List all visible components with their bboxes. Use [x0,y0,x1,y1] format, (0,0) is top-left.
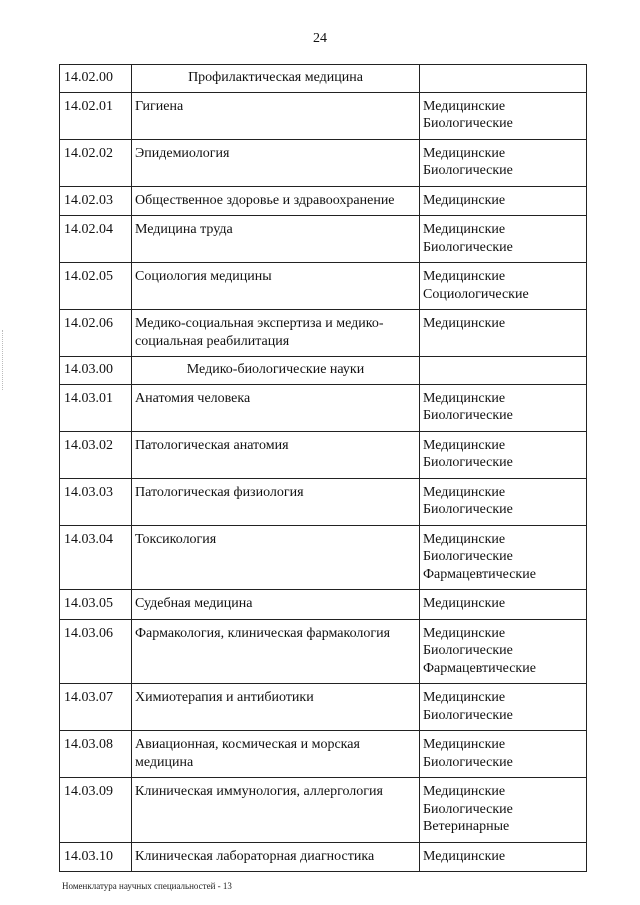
table-row [60,216,587,263]
science-branch: Социологические [423,286,529,302]
science-branch: Медицинские [423,316,506,331]
specialty-code: 14.03.08 [60,731,132,778]
science-branch: Медицинские [423,222,506,237]
science-branches [420,684,587,731]
specialty-name: Авиационная, космическая и морская медицина [132,731,420,778]
specialty-code: 14.03.04 [60,525,132,590]
science-branch: Биологические [423,754,513,770]
science-branch: Биологические [423,502,513,517]
science-branch: Медицинские [423,98,506,114]
table-row [60,619,587,684]
science-branch: Биологические [423,163,513,178]
science-branches [420,842,587,872]
science-branch: Медицинские [423,145,506,161]
specialty-name: Патологическая анатомия [132,431,420,478]
table-row [60,525,587,590]
science-branch: Медицинские [423,737,506,752]
specialty-name: Гигиена [132,92,420,139]
science-branch: Медицинские [423,269,506,284]
science-branches [420,731,587,778]
science-branch: Медицинские [423,531,506,547]
specialty-code: 14.02.06 [60,310,132,357]
specialty-code: 14.02.01 [60,92,132,139]
science-branches [420,778,587,843]
specialty-code: 14.02.04 [60,216,132,263]
table-row [60,684,587,731]
specialty-name: Медицина труда [132,216,420,263]
science-branch: Фармацевтические [423,566,536,582]
table-row [60,478,587,525]
science-branches [420,619,587,684]
table-row [60,778,587,843]
specialty-name: Эпидемиология [132,139,420,186]
science-branch: Биологические [423,549,513,564]
specialty-name: Патологическая физиология [132,478,420,525]
table-row [60,92,587,139]
specialty-code: 14.03.06 [60,619,132,684]
group-row [60,357,587,385]
specialty-code: 14.03.03 [60,478,132,525]
science-branch: Фармацевтические [423,660,536,676]
science-branch: Медицинские [423,437,506,453]
science-branch: Медицинские [423,625,506,641]
specialty-name: Анатомия человека [132,384,420,431]
science-branches [420,384,587,431]
science-branches [420,65,587,93]
specialty-name: Клиническая иммунология, аллергология [132,778,420,843]
specialty-code: 14.03.02 [60,431,132,478]
table-row [60,263,587,310]
science-branches [420,216,587,263]
specialty-code: 14.03.07 [60,684,132,731]
science-branches [420,590,587,620]
science-branches [420,431,587,478]
science-branch: Медицинские [423,596,506,611]
science-branch: Медицинские [423,848,506,864]
science-branches [420,525,587,590]
specialty-code: 14.02.00 [60,65,132,93]
table-row [60,384,587,431]
specialty-name: Фармакология, клиническая фармакология [132,619,420,684]
footer-text: Номенклатура научных специальностей - 13 [62,881,232,891]
table-row [60,731,587,778]
science-branch: Медицинские [423,784,506,799]
science-branch: Биологические [423,408,513,423]
science-branch: Ветеринарные [423,819,510,834]
science-branch: Медицинские [423,484,506,500]
specialty-name: Общественное здоровье и здравоохранение [132,186,420,216]
science-branches [420,357,587,385]
science-branch: Медицинские [423,192,506,208]
specialties-table [59,64,587,872]
specialty-code: 14.02.03 [60,186,132,216]
table-row [60,842,587,872]
science-branches [420,186,587,216]
science-branch: Биологические [423,707,513,723]
science-branch: Биологические [423,643,513,658]
table-row [60,186,587,216]
group-row [60,65,587,93]
table-body [60,65,587,872]
science-branches [420,478,587,525]
specialty-name: Клиническая лабораторная диагностика [132,842,420,872]
science-branch: Биологические [423,116,513,131]
specialty-code: 14.03.10 [60,842,132,872]
science-branch: Медицинские [423,690,506,705]
specialty-code: 14.03.09 [60,778,132,843]
group-title: Профилактическая медицина [132,65,420,93]
specialty-code: 14.03.01 [60,384,132,431]
specialty-name: Химиотерапия и антибиотики [132,684,420,731]
specialty-name: Судебная медицина [132,590,420,620]
table-row [60,431,587,478]
specialty-name: Медико-социальная экспертиза и медико-социальная реабилитация [132,310,420,357]
specialty-code: 14.03.05 [60,590,132,620]
science-branch: Медицинские [423,390,506,406]
table-row [60,139,587,186]
specialty-name: Социология медицины [132,263,420,310]
group-title: Медико-биологические науки [132,357,420,385]
science-branches [420,310,587,357]
science-branch: Биологические [423,455,513,470]
table-row [60,310,587,357]
margin-mark [2,330,4,390]
specialty-code: 14.02.05 [60,263,132,310]
science-branches [420,92,587,139]
specialty-code: 14.03.00 [60,357,132,385]
science-branch: Биологические [423,239,513,255]
specialty-code: 14.02.02 [60,139,132,186]
science-branches [420,139,587,186]
science-branches [420,263,587,310]
table-row [60,590,587,620]
science-branch: Биологические [423,801,513,817]
specialty-name: Токсикология [132,525,420,590]
page-number: 24 [313,31,327,46]
